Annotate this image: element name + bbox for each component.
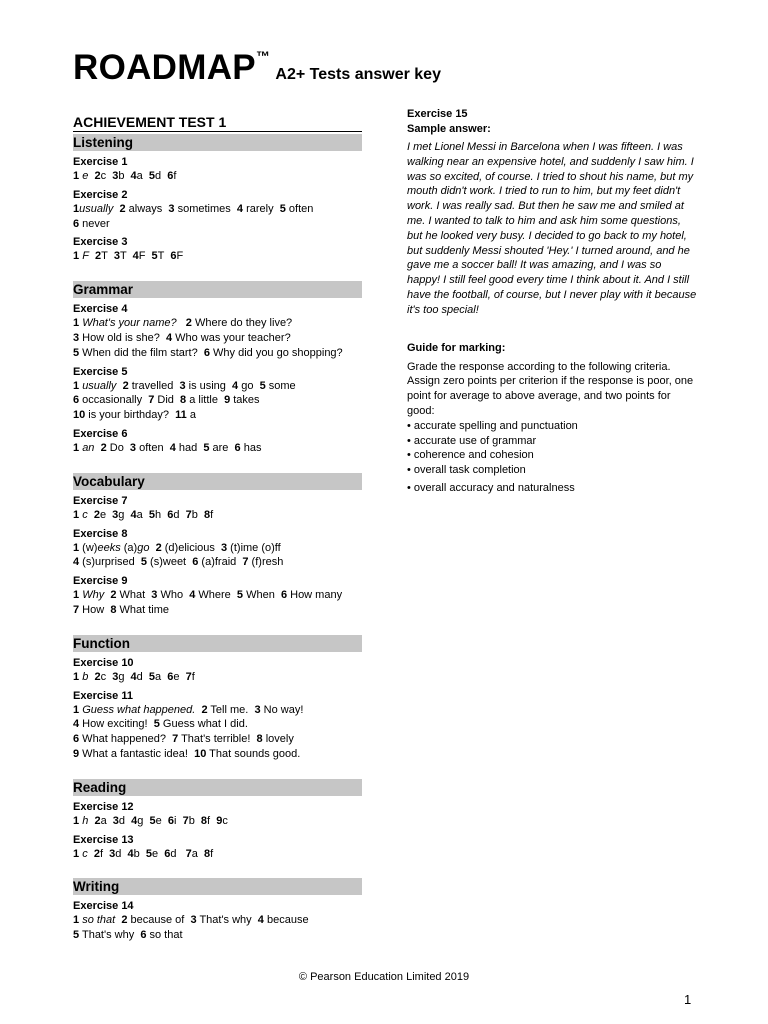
answer-sections <box>73 134 362 943</box>
answer-text: (w) <box>79 541 98 554</box>
item-number: 6 <box>140 929 147 942</box>
item-number: 9 <box>73 747 80 760</box>
answer-text: Did <box>154 394 181 407</box>
item-number: 3 <box>112 670 119 683</box>
answer-text: When <box>243 589 281 602</box>
item-number: 3 <box>109 847 116 860</box>
answer-text: What time <box>116 603 170 616</box>
answer-text: What's your name? <box>82 317 177 330</box>
answer-line <box>73 408 362 423</box>
exercise-title: Exercise 3 <box>73 236 128 249</box>
answer-text: has <box>240 441 262 454</box>
criterion-item: • accurate spelling and punctuation <box>407 419 578 432</box>
answer-text: (s)urprised <box>79 556 141 569</box>
item-number: 10 <box>194 747 207 760</box>
item-number: 4 <box>73 718 80 731</box>
item-number: 1 <box>73 703 80 716</box>
item-number: 3 <box>112 814 119 827</box>
answer-text: Why <box>82 589 105 602</box>
answer-text: is your birthday? <box>85 409 176 422</box>
item-number: 1 <box>73 202 80 215</box>
copyright-footer: © Pearson Education Limited 2019 <box>298 971 470 983</box>
answer-text: F <box>176 250 184 263</box>
answer-text: f <box>173 170 177 182</box>
section-function <box>73 635 362 762</box>
item-number: 6 <box>167 670 174 683</box>
item-number: 5 <box>203 441 210 454</box>
section-header: Listening <box>73 134 362 151</box>
item-number: 6 <box>234 441 241 454</box>
answer-line <box>73 747 362 762</box>
answer-text: Who <box>157 589 190 602</box>
item-number: 3 <box>254 703 261 716</box>
answer-text: d <box>136 670 149 683</box>
answer-text: f <box>191 670 195 683</box>
exercise-title: Exercise 14 <box>73 900 134 913</box>
section-reading <box>73 779 362 862</box>
item-number: 1 <box>73 847 80 860</box>
answer-text: an <box>82 441 95 454</box>
answer-text: f <box>99 847 110 860</box>
answer-line <box>73 603 362 618</box>
answer-text: e <box>82 170 89 182</box>
item-number: 5 <box>73 346 80 359</box>
answer-text: Why did you go shopping? <box>209 346 343 359</box>
item-number: 6 <box>192 556 199 569</box>
item-number: 3 <box>221 541 228 554</box>
answer-text: d <box>170 847 186 860</box>
answer-text: c <box>100 670 113 683</box>
item-number: 4 <box>232 379 239 392</box>
item-number: 5 <box>73 929 80 942</box>
answer-text: Do <box>106 441 130 454</box>
answer-text: never <box>79 217 110 230</box>
answer-line <box>73 717 362 732</box>
page-number: 1 <box>684 992 692 1007</box>
answer-text: c <box>100 170 113 182</box>
item-number: 6 <box>73 394 80 407</box>
answer-text: eeks <box>97 541 121 554</box>
answer-text: Guess what happened. <box>82 703 196 716</box>
test-title: ACHIEVEMENT TEST 1 <box>73 114 362 132</box>
item-number: 2 <box>93 847 100 860</box>
section-vocabulary <box>73 473 362 618</box>
trademark-symbol: ™ <box>255 48 270 64</box>
item-number: 2 <box>110 589 117 602</box>
answer-text: That's why <box>79 929 141 942</box>
answer-text: Where do they live? <box>191 317 293 330</box>
answer-text: What <box>116 589 152 602</box>
section-header: Writing <box>73 878 362 895</box>
answer-text: travelled <box>128 379 180 392</box>
answer-text: What happened? <box>79 733 173 746</box>
answer-line <box>73 814 362 829</box>
answer-line <box>73 249 362 264</box>
answer-line <box>73 169 362 184</box>
exercise-title: Exercise 8 <box>73 527 128 540</box>
item-number: 4 <box>131 814 138 827</box>
item-number: 4 <box>257 914 264 927</box>
guide-title: Guide for marking: <box>407 341 506 354</box>
answer-text <box>177 317 186 329</box>
item-number: 4 <box>130 170 137 182</box>
right-column <box>407 107 697 496</box>
answer-text: is using <box>185 379 233 392</box>
answer-text: a little <box>186 394 225 407</box>
item-number: 8 <box>110 603 117 616</box>
item-number: 5 <box>148 508 156 521</box>
answer-text: c <box>222 814 228 827</box>
item-number: 3 <box>179 379 186 392</box>
answer-text: b <box>118 170 131 182</box>
answer-line <box>73 393 362 408</box>
item-number: 4 <box>130 508 137 521</box>
item-number: 2 <box>94 814 101 827</box>
answer-line <box>73 732 362 747</box>
criterion-item: • overall accuracy and naturalness <box>407 481 575 494</box>
answer-text: usually <box>79 202 114 215</box>
answer-text: T <box>119 250 133 263</box>
item-number: 5 <box>149 814 156 827</box>
answer-text: (t)ime (o)ff <box>227 541 281 554</box>
answer-line <box>73 331 362 346</box>
exercise-title: Exercise 6 <box>73 427 128 440</box>
item-number: 7 <box>242 556 249 569</box>
section-header: Function <box>73 635 362 652</box>
item-number: 5 <box>148 170 156 182</box>
answer-line <box>73 346 362 361</box>
answer-text: takes <box>230 394 260 407</box>
section-header: Grammar <box>73 281 362 298</box>
exercise-title: Exercise 10 <box>73 656 134 669</box>
item-number: 2 <box>94 670 101 683</box>
answer-text: That's why <box>196 914 258 927</box>
item-number: 3 <box>112 508 119 521</box>
item-number: 7 <box>185 508 192 521</box>
answer-text: d <box>118 814 132 827</box>
item-number: 6 <box>170 250 177 263</box>
item-number: 3 <box>151 589 158 602</box>
answer-line <box>73 588 362 603</box>
answer-text: because of <box>127 914 191 927</box>
answer-text: f <box>210 508 214 521</box>
item-number: 2 <box>201 703 208 716</box>
answer-text: a <box>100 814 113 827</box>
item-number: 3 <box>112 170 119 182</box>
answer-text: Tell me. <box>207 703 255 716</box>
item-number: 6 <box>167 814 174 827</box>
answer-text: go <box>137 541 150 554</box>
item-number: 2 <box>100 441 107 454</box>
answer-text: b <box>82 670 89 683</box>
answer-text: a <box>155 670 168 683</box>
item-number: 8 <box>203 847 211 860</box>
item-number: 3 <box>190 914 197 927</box>
item-number: 4 <box>189 589 196 602</box>
answer-text: (d)elicious <box>161 541 221 554</box>
item-number: 2 <box>94 170 101 182</box>
answer-text: g <box>137 814 150 827</box>
answer-text: so that <box>82 914 116 927</box>
item-number: 7 <box>148 394 155 407</box>
exercise-title: Exercise 4 <box>73 303 128 316</box>
answer-text: d <box>155 170 168 182</box>
answer-text: How many <box>287 589 343 602</box>
item-number: 11 <box>175 409 187 422</box>
item-number: 6 <box>203 346 210 359</box>
item-number: 1 <box>73 250 80 263</box>
answer-line <box>73 913 362 928</box>
answer-text: a <box>136 170 149 182</box>
answer-line <box>73 670 362 685</box>
item-number: 6 <box>280 589 288 602</box>
item-number: 7 <box>185 847 192 860</box>
item-number: 4 <box>127 847 134 860</box>
section-listening <box>73 134 362 264</box>
answer-text: (a)fraid <box>198 556 243 569</box>
answer-text: always <box>125 202 169 215</box>
answer-text: (s)weet <box>147 556 193 569</box>
item-number: 7 <box>172 733 179 746</box>
item-number: 2 <box>185 317 192 330</box>
answer-text: go <box>238 379 260 392</box>
answer-text: f <box>210 847 214 860</box>
answer-text: often <box>285 202 314 215</box>
item-number: 7 <box>73 603 80 616</box>
item-number: 5 <box>151 250 158 263</box>
answer-text: are <box>209 441 235 454</box>
item-number: 4 <box>130 670 137 683</box>
answer-text: (f)resh <box>248 556 284 569</box>
item-number: 1 <box>73 170 80 182</box>
answer-text: How old is she? <box>79 331 166 344</box>
exercise-15-title: Exercise 15 <box>407 108 468 120</box>
answer-text: c <box>82 508 88 521</box>
answer-text: e <box>155 814 168 827</box>
item-number: 5 <box>145 847 152 860</box>
item-number: 6 <box>167 508 174 521</box>
item-number: 6 <box>73 217 80 230</box>
answer-text: e <box>173 670 186 683</box>
item-number: 10 <box>73 409 86 422</box>
item-number: 8 <box>256 733 263 746</box>
answer-line <box>73 441 362 456</box>
item-number: 6 <box>73 733 80 746</box>
answer-line <box>73 316 362 331</box>
answer-line <box>73 379 362 394</box>
answer-text: That's terrible! <box>178 733 257 746</box>
answer-text: rarely <box>243 202 280 215</box>
answer-line <box>73 847 362 862</box>
answer-text: occasionally <box>79 394 149 407</box>
answer-text: Who was your teacher? <box>172 331 291 344</box>
answer-text: d <box>115 847 128 860</box>
item-number: 5 <box>140 556 147 569</box>
exercise-title: Exercise 7 <box>73 494 128 507</box>
item-number: 6 <box>164 847 171 860</box>
section-header: Vocabulary <box>73 473 362 490</box>
exercise-title: Exercise 12 <box>73 800 134 813</box>
item-number: 2 <box>122 379 129 392</box>
item-number: 3 <box>168 202 175 215</box>
item-number: 4 <box>165 331 173 344</box>
item-number: 1 <box>73 317 80 330</box>
item-number: 5 <box>153 718 160 731</box>
item-number: 5 <box>148 670 156 683</box>
answer-text: some <box>265 379 296 392</box>
item-number: 1 <box>73 379 80 392</box>
answer-line <box>73 928 362 943</box>
page-header <box>73 48 441 88</box>
answer-text: often <box>136 441 170 454</box>
answer-line <box>73 541 362 556</box>
item-number: 7 <box>182 814 189 827</box>
item-number: 9 <box>224 394 231 407</box>
answer-line <box>73 555 362 570</box>
item-number: 6 <box>167 170 174 182</box>
answer-text: g <box>118 670 131 683</box>
answer-text: c <box>82 847 88 860</box>
item-number: 5 <box>259 379 266 392</box>
answer-text: T <box>157 250 171 263</box>
answer-text: had <box>175 441 204 454</box>
answer-text: T <box>101 250 114 263</box>
item-number: 3 <box>129 441 137 454</box>
item-number: 1 <box>73 589 80 602</box>
section-grammar <box>73 281 362 456</box>
criterion-item: • overall task completion <box>407 464 526 477</box>
sample-answer-label: Sample answer: <box>407 123 491 135</box>
sample-answer-text: I met Lionel Messi in Barcelona when I was fifteen. I was walking near an expensive hotel, and suddenly I saw him. I was so excited, of course. I tried to shout his name, but my mouth didn't work. I tried to run to him, but my feet didn't work. I was really sad. But then he saw me and smiled at me. I wanted to talk to him and ask him some questions, but he looked very busy. I decided to go back to my hotel, but suddenly Messi shouted 'Hey.' I turned around, and he gave me a soccer ball! It was amazing, and I was so happy! I still feel good every time I think about it. And I still have the football, of course, but I never play with it because it's too special! <box>407 141 697 316</box>
answer-text: a <box>191 847 204 860</box>
answer-line <box>73 217 362 232</box>
answer-text: h <box>82 814 89 827</box>
answer-text: b <box>191 508 204 521</box>
item-number: 5 <box>279 202 286 215</box>
exercise-title: Exercise 13 <box>73 833 134 846</box>
exercise-title: Exercise 11 <box>73 689 133 702</box>
left-column <box>73 114 362 960</box>
answer-text: b <box>188 814 201 827</box>
item-number: 2 <box>95 250 102 263</box>
item-number: 3 <box>113 250 120 263</box>
item-number: 8 <box>200 814 208 827</box>
item-number: 1 <box>73 508 80 521</box>
answer-text: e <box>151 847 165 860</box>
answer-text: How exciting! <box>79 718 154 731</box>
exercise-title: Exercise 5 <box>73 365 128 378</box>
answer-text: f <box>207 814 217 827</box>
answer-text: g <box>118 508 131 521</box>
answer-text: Where <box>195 589 237 602</box>
answer-text: a <box>136 508 149 521</box>
answer-text: b <box>133 847 146 860</box>
answer-text: because <box>263 914 309 927</box>
criterion-item: • accurate use of grammar <box>407 434 537 447</box>
answer-text: sometimes <box>174 202 237 215</box>
answer-text: That sounds good. <box>206 747 301 760</box>
exercise-title: Exercise 2 <box>73 188 128 201</box>
section-writing <box>73 878 362 943</box>
item-number: 8 <box>203 508 211 521</box>
answer-line <box>73 202 362 217</box>
answer-text: F <box>82 250 89 263</box>
answer-text: How <box>79 603 111 616</box>
answer-text: so that <box>146 929 183 942</box>
item-number: 5 <box>236 589 244 602</box>
item-number: 4 <box>132 250 139 263</box>
item-number: 4 <box>73 556 80 569</box>
answer-text: i <box>174 814 183 827</box>
item-number: 4 <box>169 441 176 454</box>
answer-text: h <box>155 508 168 521</box>
document-subtitle: A2+ Tests answer key <box>275 66 441 83</box>
criteria-list <box>407 419 697 496</box>
answer-text: lovely <box>262 733 294 746</box>
item-number: 1 <box>73 814 80 827</box>
item-number: 1 <box>73 670 80 683</box>
item-number: 7 <box>185 670 192 683</box>
item-number: 8 <box>180 394 187 407</box>
criterion-item: • coherence and cohesion <box>407 449 534 462</box>
answer-text: (a) <box>120 541 138 554</box>
answer-text: e <box>99 508 113 521</box>
item-number: 2 <box>121 914 128 927</box>
answer-text: F <box>138 250 152 263</box>
item-number: 4 <box>236 202 244 215</box>
section-header: Reading <box>73 779 362 796</box>
item-number: 1 <box>73 541 80 554</box>
answer-line <box>73 703 362 718</box>
answer-text: What a fantastic idea! <box>79 747 195 760</box>
answer-line <box>73 508 362 523</box>
answer-text: When did the film start? <box>79 346 204 359</box>
exercise-title: Exercise 1 <box>73 156 128 168</box>
item-number: 3 <box>73 331 80 344</box>
guide-text: Grade the response according to the following criteria. Assign zero points per criterion if the response is poor, one point for average to above average, and two points for good: <box>407 360 694 417</box>
item-number: 2 <box>119 202 126 215</box>
item-number: 9 <box>216 814 223 827</box>
answer-text: a <box>186 409 196 422</box>
answer-text: No way! <box>260 703 304 716</box>
answer-text: Guess what I did. <box>159 718 248 731</box>
item-number: 1 <box>73 914 80 927</box>
item-number: 1 <box>73 441 80 454</box>
item-number: 2 <box>155 541 162 554</box>
item-number: 2 <box>93 508 100 521</box>
answer-text: usually <box>82 379 117 392</box>
exercise-title: Exercise 9 <box>73 575 128 588</box>
answer-text: d <box>173 508 186 521</box>
brand-title: ROADMAP <box>73 48 256 87</box>
